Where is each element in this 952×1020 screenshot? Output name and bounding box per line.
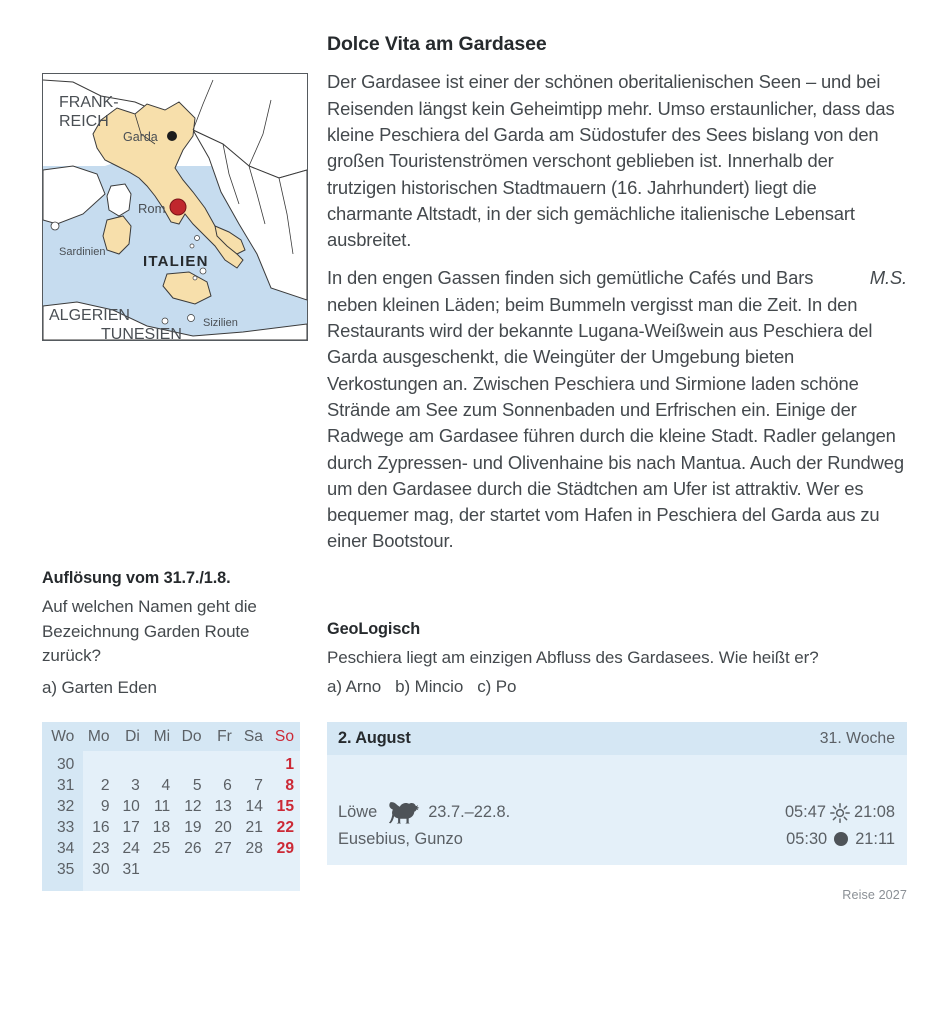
- calendar-week-row: [42, 860, 300, 892]
- calendar-day: [208, 860, 238, 892]
- map-label-garda: Garda: [123, 130, 158, 144]
- calendar-header-sa: Sa: [238, 722, 269, 751]
- calendar-week-row: [42, 751, 300, 776]
- calendar-day[interactable]: 10: [122, 798, 140, 815]
- calendar-day: [146, 860, 176, 892]
- name-day: Eusebius, Gunzo: [338, 829, 463, 848]
- month-calendar: [42, 722, 300, 891]
- map-label-algerien: ALGERIEN: [49, 307, 130, 324]
- map-label-rom: Rom: [138, 201, 166, 216]
- calendar-body: [42, 751, 300, 891]
- calendar-header-di: Di: [116, 722, 146, 751]
- footer-label: Reise 2027: [842, 888, 907, 902]
- calendar-day[interactable]: 27: [214, 840, 232, 857]
- calendar-week-number: 30: [42, 751, 83, 776]
- quiz-question: Peschiera liegt am einzigen Abfluss des Gardasees. Wie heißt er?: [327, 648, 819, 667]
- article-signature: M.S.: [869, 267, 907, 289]
- moon-times: [786, 830, 895, 849]
- calendar-day[interactable]: 21: [245, 819, 263, 836]
- calendar-day[interactable]: 17: [122, 819, 140, 836]
- calendar-table: [42, 722, 300, 891]
- calendar-day: [116, 751, 146, 776]
- moon-icon: [834, 832, 848, 846]
- calendar-day[interactable]: 3: [131, 777, 140, 794]
- calendar-day[interactable]: 23: [92, 840, 110, 857]
- lion-icon: [384, 801, 422, 825]
- calendar-day-sunday: [269, 860, 300, 892]
- calendar-day[interactable]: 12: [184, 798, 202, 815]
- moonset-time: 21:11: [855, 829, 895, 848]
- calendar-week-row: [42, 839, 300, 860]
- article-paragraph-text: In den engen Gassen finden sich gemütliche Cafés und Bars neben kleinen Läden; beim Bummeln vergisst man die Zeit. In den Restaurants wird der bekannte Lugana-Weißwein aus Peschiera del Garda ausgeschenkt, die Weingüter der Umgebung bieten Verkostungen an. Zwischen Peschiera und Sirmione laden schöne Strände am See zum Sonnenbaden und Erfrischen ein. Einige der Radwege am Gardasee führen durch die kleine Stadt. Radler gelangen durch Zypressen- und Olivenhaine bis nach Mantua. Auch der Rundweg um den Gardasee durch die Städtchen am Ufer ist attraktiv. Wer es bequemer mag, der startet vom Hafen in Peschiera del Garda aus zu einer Bootstour.: [327, 267, 904, 552]
- nameday-row: [338, 826, 895, 865]
- calendar-day[interactable]: 5: [192, 777, 202, 794]
- calendar-week-number: 33: [42, 818, 83, 839]
- resolution-question: Auf welchen Namen geht die Bezeichnung Garden Route zurück?: [42, 597, 257, 665]
- calendar-day[interactable]: 31: [122, 861, 140, 878]
- day-date: 2. August: [338, 729, 411, 747]
- quiz-options: [327, 675, 907, 699]
- map-label-italien: ITALIEN: [143, 253, 209, 270]
- calendar-week-row: [42, 776, 300, 797]
- resolution-section: [42, 569, 304, 700]
- rome-dot: [170, 199, 186, 215]
- calendar-header-mi: Mi: [146, 722, 176, 751]
- calendar-day-sunday[interactable]: 1: [285, 756, 294, 773]
- calendar-header-row: [42, 722, 300, 751]
- zodiac-row: [338, 799, 895, 826]
- calendar-day[interactable]: 24: [122, 840, 140, 857]
- map-label-tunesien: TUNESIEN: [101, 326, 182, 340]
- sunrise-time: 05:47: [784, 803, 826, 821]
- resolution-title: Auflösung vom 31.7./1.8.: [42, 569, 231, 587]
- sun-times: [785, 803, 895, 823]
- calendar-day[interactable]: 30: [92, 861, 110, 878]
- resolution-answer: a) Garten Eden: [42, 677, 157, 697]
- map-label-frankreich-2: REICH: [59, 113, 109, 130]
- calendar-header-do: Do: [176, 722, 207, 751]
- calendar-header-fr: Fr: [208, 722, 238, 751]
- calendar-day: [208, 751, 238, 776]
- calendar-day: [176, 751, 207, 776]
- day-panel: [327, 722, 907, 865]
- calendar-day: [146, 751, 176, 776]
- calendar-day-sunday[interactable]: 15: [276, 798, 294, 815]
- zodiac-date-range: 23.7.–22.8.: [428, 803, 511, 821]
- calendar-day[interactable]: 2: [100, 777, 110, 794]
- calendar-day-sunday[interactable]: 22: [276, 819, 294, 836]
- calendar-header-mo: Mo: [83, 722, 115, 751]
- calendar-day[interactable]: 7: [254, 777, 263, 794]
- calendar-day: [176, 860, 207, 892]
- italy-locator-map: [42, 73, 308, 341]
- article-paragraph: [327, 265, 907, 554]
- calendar-header-so: So: [269, 722, 300, 751]
- zodiac-info: [338, 801, 510, 825]
- calendar-header-wo: Wo: [42, 722, 83, 751]
- calendar-day[interactable]: 6: [223, 777, 232, 794]
- article: [327, 33, 907, 555]
- calendar-day: [238, 751, 269, 776]
- day-panel-header: [327, 722, 907, 755]
- calendar-week-number: 31: [42, 776, 83, 797]
- calendar-day: [238, 860, 269, 892]
- quiz-option-c[interactable]: c) Po: [477, 677, 517, 696]
- map-label-sizilien: Sizilien: [203, 317, 238, 329]
- quiz-option-b[interactable]: b) Mincio: [395, 677, 464, 696]
- calendar-day[interactable]: 25: [152, 840, 171, 857]
- garda-dot: [167, 131, 177, 141]
- map-label-sardinien: Sardinien: [59, 246, 106, 258]
- map-label-frankreich-1: FRANK-: [59, 94, 119, 111]
- sunset-time: 21:08: [853, 803, 895, 821]
- calendar-day: [83, 751, 115, 776]
- quiz-title: GeoLogisch: [327, 620, 421, 638]
- article-title: Dolce Vita am Gardasee: [327, 33, 547, 55]
- calendar-day[interactable]: 20: [214, 819, 232, 836]
- calendar-day[interactable]: 18: [152, 819, 171, 836]
- calendar-week-number: 34: [42, 839, 83, 860]
- sun-icon: [830, 803, 850, 823]
- calendar-day[interactable]: 9: [100, 798, 110, 815]
- calendar-day-sunday[interactable]: 29: [276, 840, 294, 857]
- calendar-week-row: [42, 818, 300, 839]
- calendar-day[interactable]: 14: [245, 798, 263, 815]
- quiz-option-a[interactable]: a) Arno: [327, 677, 382, 696]
- calendar-day-sunday[interactable]: 8: [285, 777, 294, 794]
- calendar-day[interactable]: 28: [245, 840, 263, 857]
- zodiac-name: Löwe: [338, 803, 378, 821]
- calendar-week-number: 32: [42, 797, 83, 818]
- quiz-section: [327, 620, 907, 699]
- calendar-week-number: 35: [42, 860, 83, 892]
- calendar-day[interactable]: 26: [184, 840, 202, 857]
- moonrise-time: 05:30: [786, 829, 828, 848]
- calendar-day[interactable]: 19: [184, 819, 202, 836]
- day-week-number: 31. Woche: [819, 730, 895, 747]
- day-panel-body: [327, 755, 907, 865]
- calendar-day[interactable]: 16: [92, 819, 110, 836]
- calendar-day[interactable]: 13: [214, 798, 232, 815]
- calendar-day[interactable]: 4: [161, 777, 171, 794]
- day-notes-area[interactable]: [338, 755, 895, 799]
- calendar-day[interactable]: 11: [153, 798, 171, 815]
- calendar-week-row: [42, 797, 300, 818]
- article-paragraph: Der Gardasee ist einer der schönen oberitalienischen Seen – und bei Reisenden längst kein Geheimtipp mehr. Umso erstaunlicher, dass das kleine Peschiera del Garda am Südostufer des Sees bislang von den großen Touristenströmen verschont geblieben ist. Innerhalb der trutzigen historischen Stadtmauern (16. Jahrhundert) liegt die charmante Altstadt, in der sich gemächliche italienische Lebensart ausbreitet.: [327, 71, 895, 251]
